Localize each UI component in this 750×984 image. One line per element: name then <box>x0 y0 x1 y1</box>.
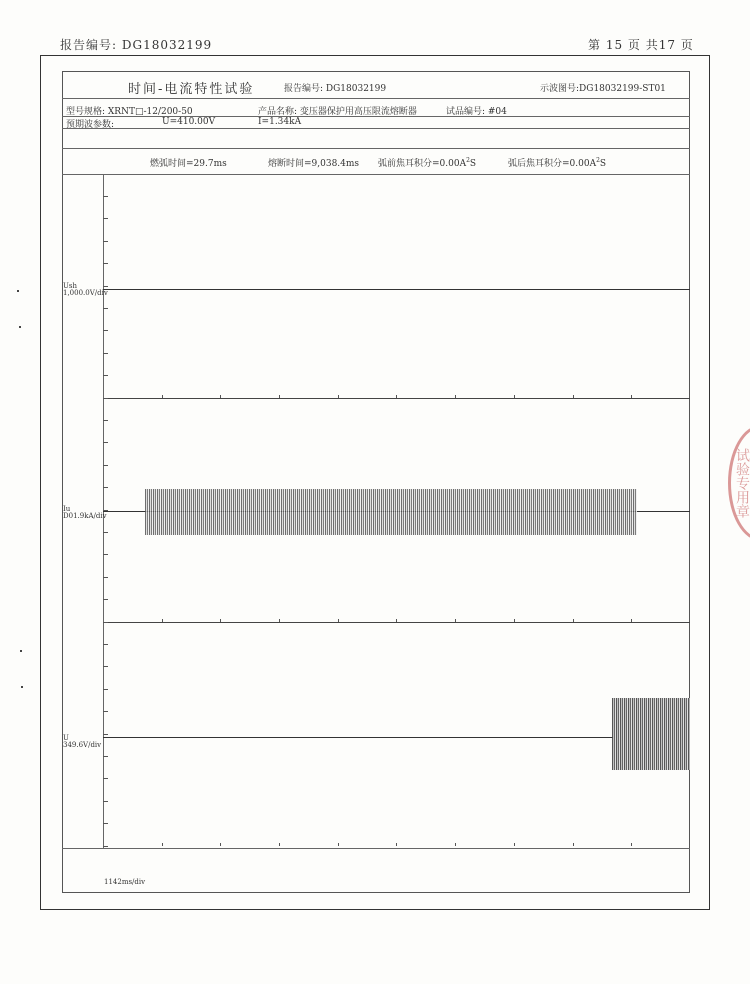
row-divider <box>62 174 690 175</box>
y-tick <box>103 711 108 712</box>
row-divider <box>62 98 690 99</box>
arcing-time: 燃弧时间=29.7ms <box>150 159 227 169</box>
x-tick <box>338 619 339 622</box>
y-tick <box>103 689 108 690</box>
y-tick <box>103 644 108 645</box>
y-tick <box>103 375 108 376</box>
x-tick <box>338 395 339 398</box>
x-tick <box>514 395 515 398</box>
y-tick <box>103 420 108 421</box>
x-tick <box>162 843 163 846</box>
x-tick <box>162 619 163 622</box>
y-tick <box>103 442 108 443</box>
x-tick <box>162 395 163 398</box>
x-tick <box>455 619 456 622</box>
scan-speck <box>20 650 22 652</box>
model-spec: 型号规格: XRNT□-12/200-50 <box>66 107 193 117</box>
channel-separator <box>103 398 690 399</box>
y-tick <box>103 823 108 824</box>
row-divider <box>62 148 690 149</box>
channel-3-baseline <box>103 737 613 738</box>
y-tick <box>103 330 108 331</box>
report-number-header: 报告编号: DG18032199 <box>60 38 213 52</box>
channel-1-scale: 1,000.0V/div <box>63 289 108 297</box>
prospective-params-label: 预期波参数: <box>66 120 115 130</box>
scan-speck <box>21 686 23 688</box>
x-tick <box>631 843 632 846</box>
y-tick <box>103 241 108 242</box>
channel-2-scale: D01.9kA/div <box>63 512 107 520</box>
time-scale: 1142ms/div <box>104 878 146 886</box>
x-tick <box>631 619 632 622</box>
x-tick <box>396 619 397 622</box>
y-tick <box>103 778 108 779</box>
test-title: 时间-电流特性试验 <box>128 82 255 97</box>
y-tick <box>103 218 108 219</box>
current-waveform-burst <box>145 489 637 535</box>
x-tick <box>573 395 574 398</box>
y-tick <box>103 196 108 197</box>
x-tick <box>279 843 280 846</box>
x-tick <box>279 395 280 398</box>
x-tick <box>279 619 280 622</box>
x-tick <box>396 395 397 398</box>
channel-3-name: U <box>63 734 69 742</box>
x-tick <box>514 843 515 846</box>
x-tick <box>514 619 515 622</box>
report-table <box>62 71 690 893</box>
row-divider <box>62 128 690 129</box>
pre-arc-i2t: 弧前焦耳积分$=0.00A^2S$ <box>378 157 477 169</box>
y-tick <box>103 353 108 354</box>
scan-speck <box>17 290 19 292</box>
prospective-voltage: U=410.00V <box>162 117 216 127</box>
y-tick <box>103 554 108 555</box>
voltage-waveform-burst <box>612 698 690 770</box>
x-tick <box>455 843 456 846</box>
page-number: 第 15 页 共17 页 <box>588 38 694 52</box>
seal-text: 试验专用章 <box>734 448 750 518</box>
x-tick <box>338 843 339 846</box>
x-tick <box>455 395 456 398</box>
row-divider <box>62 848 690 849</box>
y-tick <box>103 622 108 623</box>
y-tick <box>103 577 108 578</box>
post-arc-i2t: 弧后焦耳积分$=0.00A^2S$ <box>508 157 607 169</box>
channel-1-name: Ush <box>63 282 77 290</box>
y-tick <box>103 398 108 399</box>
y-tick <box>103 308 108 309</box>
figure-number: 示波图号:DG18032199-ST01 <box>540 84 666 94</box>
channel-2-name: Iu <box>63 505 71 513</box>
y-tick <box>103 734 108 735</box>
x-tick <box>573 843 574 846</box>
channel-separator <box>103 622 690 623</box>
scan-speck <box>19 326 21 328</box>
x-tick <box>220 619 221 622</box>
melting-time: 熔断时间=9,038.4ms <box>268 159 360 169</box>
sample-number: 试品编号: #04 <box>446 107 507 117</box>
x-tick <box>396 843 397 846</box>
x-tick <box>220 395 221 398</box>
x-tick <box>573 619 574 622</box>
x-tick <box>631 395 632 398</box>
y-tick <box>103 846 108 847</box>
y-tick <box>103 666 108 667</box>
y-tick <box>103 599 108 600</box>
y-tick <box>103 756 108 757</box>
x-tick <box>220 843 221 846</box>
prospective-current: I=1.34kA <box>258 117 302 127</box>
y-tick <box>103 263 108 264</box>
y-tick <box>103 532 108 533</box>
y-tick <box>103 801 108 802</box>
y-tick <box>103 286 108 287</box>
title-report-number: 报告编号: DG18032199 <box>284 84 387 94</box>
channel-1-trace <box>103 289 690 290</box>
channel-3-scale: 349.6V/div <box>63 741 102 749</box>
product-name: 产品名称: 变压器保护用高压限流熔断器 <box>258 107 417 117</box>
y-tick <box>103 487 108 488</box>
y-tick <box>103 465 108 466</box>
